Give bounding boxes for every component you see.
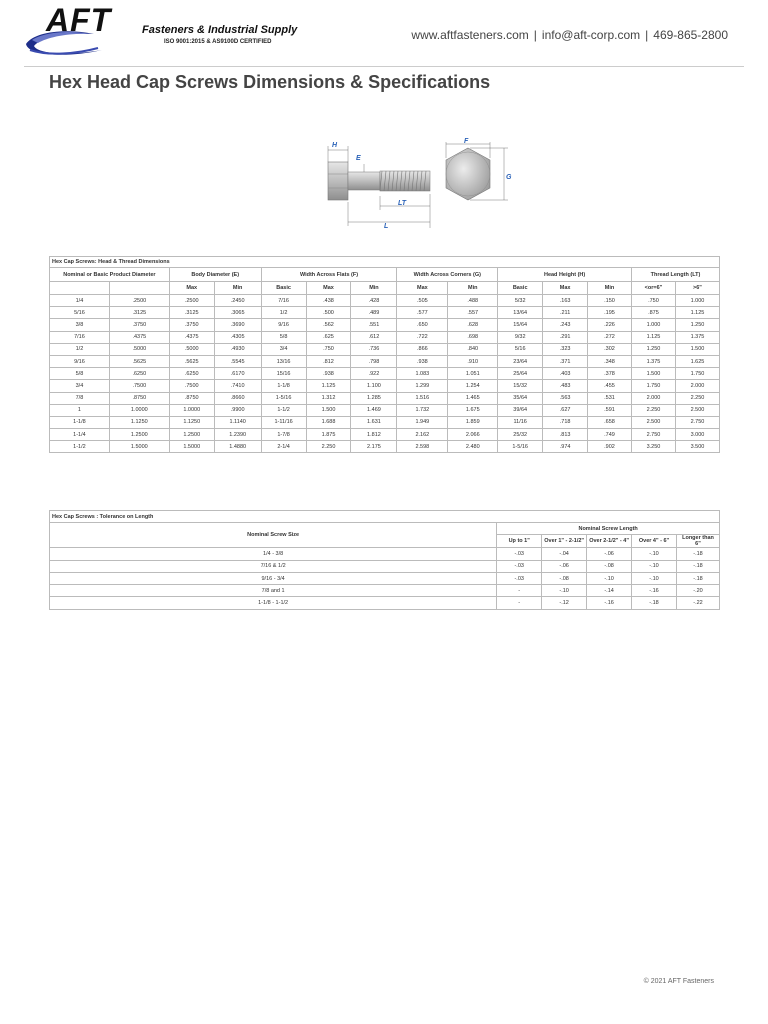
table-cell: -.14 [587, 585, 632, 597]
table-row [50, 307, 720, 319]
table-cell: .500 [306, 307, 351, 319]
subheader-cell: Min [448, 282, 498, 295]
table-cell: .875 [631, 307, 675, 319]
table-cell: .3750 [109, 319, 169, 331]
table-cell: 1-1/8 [50, 416, 110, 428]
table-cell: .4930 [214, 343, 261, 355]
table-cell: 1-1/4 [50, 429, 110, 441]
table-cell: .5625 [109, 355, 169, 367]
table-row [50, 343, 720, 355]
table-cell: .3125 [169, 307, 214, 319]
table-cell: .910 [448, 355, 498, 367]
table-cell: 2.750 [631, 429, 675, 441]
table-cell: 9/16 - 3/4 [50, 572, 497, 584]
table-cell: -.03 [497, 560, 542, 572]
table-cell: .302 [588, 343, 632, 355]
table-cell: .150 [588, 295, 632, 307]
table-cell: 1.1140 [214, 416, 261, 428]
table-cell: .840 [448, 343, 498, 355]
table-cell: 1.750 [675, 368, 719, 380]
table-cell: 7/8 and 1 [50, 585, 497, 597]
table-cell: -.18 [632, 597, 677, 609]
table-cell: .866 [397, 343, 448, 355]
table-cell: 7/8 [50, 392, 110, 404]
table-row [50, 355, 720, 367]
table-cell: 1.750 [631, 380, 675, 392]
subheader-cell: Max [169, 282, 214, 295]
table-cell: .323 [543, 343, 588, 355]
certification-text: ISO 9001:2015 & AS9100D CERTIFIED [164, 39, 272, 45]
table-cell: 1.0000 [109, 404, 169, 416]
table-cell: 1.083 [397, 368, 448, 380]
table-row [50, 572, 720, 584]
table-cell: 1.625 [675, 355, 719, 367]
table-row [50, 331, 720, 343]
table-cell: -.10 [542, 585, 587, 597]
table-cell: -.16 [587, 597, 632, 609]
table-cell: .628 [448, 319, 498, 331]
table-row [50, 429, 720, 441]
table-cell: 1-1/8 - 1-1/2 [50, 597, 497, 609]
col-group-body-diameter: Body Diameter (E) [169, 268, 261, 282]
table-cell: 2-1/4 [261, 441, 306, 453]
dim-label-e: E [356, 155, 361, 162]
table-cell: 2.066 [448, 429, 498, 441]
table-cell: 1.1250 [109, 416, 169, 428]
table-cell: .272 [588, 331, 632, 343]
table-cell: 1.4880 [214, 441, 261, 453]
length-column-header: Over 1" - 2-1/2" [542, 535, 587, 548]
table-cell: 1/2 [261, 307, 306, 319]
table-cell: -.03 [497, 548, 542, 560]
table-cell: .428 [351, 295, 397, 307]
table-cell: 1.500 [675, 343, 719, 355]
table-cell: 1.732 [397, 404, 448, 416]
table-cell: 5/8 [50, 368, 110, 380]
table-cell: 1.254 [448, 380, 498, 392]
subheader-cell: Basic [261, 282, 306, 295]
table-cell: 2.500 [631, 416, 675, 428]
table-cell: .8660 [214, 392, 261, 404]
table-cell: -.20 [676, 585, 719, 597]
table-cell: - [497, 585, 542, 597]
table-cell: 1.375 [631, 355, 675, 367]
table-cell: 1-11/16 [261, 416, 306, 428]
subheader-cell: Max [306, 282, 351, 295]
table-cell: 2.000 [631, 392, 675, 404]
table-cell: 1.2390 [214, 429, 261, 441]
table-cell: .938 [306, 368, 351, 380]
header-divider [24, 66, 744, 67]
table-cell: -.16 [632, 585, 677, 597]
table-cell: 1/2 [50, 343, 110, 355]
table-cell: 9/32 [498, 331, 543, 343]
table-cell: .557 [448, 307, 498, 319]
table-cell: .505 [397, 295, 448, 307]
table-cell: .2450 [214, 295, 261, 307]
table-cell: .371 [543, 355, 588, 367]
subheader-cell: Max [543, 282, 588, 295]
table-cell: .7410 [214, 380, 261, 392]
table-cell: 1.000 [631, 319, 675, 331]
page-title: Hex Head Cap Screws Dimensions & Specifications [49, 72, 491, 92]
col-header-screw-length: Nominal Screw Length [497, 523, 720, 535]
table-row [50, 585, 720, 597]
col-header-screw-size: Nominal Screw Size [50, 523, 497, 548]
table-row [50, 319, 720, 331]
col-group-width-corners: Width Across Corners (G) [397, 268, 498, 282]
table-cell: .6250 [169, 368, 214, 380]
table-cell: 1.675 [448, 404, 498, 416]
table-cell: 13/16 [261, 355, 306, 367]
table-cell: 1.465 [448, 392, 498, 404]
table-cell: -.06 [587, 548, 632, 560]
table-cell: .483 [543, 380, 588, 392]
table-cell: .5000 [169, 343, 214, 355]
table-row [50, 560, 720, 572]
table-cell: 1.1250 [169, 416, 214, 428]
table-cell: 1 [50, 404, 110, 416]
table-cell: .438 [306, 295, 351, 307]
table-cell: 1.5000 [109, 441, 169, 453]
table-cell: 1.312 [306, 392, 351, 404]
table-cell: 15/64 [498, 319, 543, 331]
table-cell: 1-1/8 [261, 380, 306, 392]
table-cell: 3/8 [50, 319, 110, 331]
screw-head-side [328, 162, 348, 200]
length-column-header: Over 2-1/2" - 4" [587, 535, 632, 548]
subheader-cell: Min [588, 282, 632, 295]
table-caption: Hex Cap Screws : Tolerance on Length [50, 511, 720, 523]
table-cell: 1-7/8 [261, 429, 306, 441]
table-cell: .9900 [214, 404, 261, 416]
table-cell: -.10 [632, 560, 677, 572]
table-cell: 1-5/16 [261, 392, 306, 404]
table-cell: .378 [588, 368, 632, 380]
table-cell: 7/16 [261, 295, 306, 307]
table-cell: .8750 [109, 392, 169, 404]
dim-label-g: G [506, 174, 512, 181]
table-cell: .938 [397, 355, 448, 367]
table-cell: 2.480 [448, 441, 498, 453]
table-cell: .627 [543, 404, 588, 416]
subheader-cell: <or=6" [631, 282, 675, 295]
table-cell: 1.2500 [109, 429, 169, 441]
table-cell: .698 [448, 331, 498, 343]
table-cell: 1-5/16 [498, 441, 543, 453]
subheader-cell [50, 282, 110, 295]
table-cell: .3125 [109, 307, 169, 319]
table-cell: 15/32 [498, 380, 543, 392]
table-cell: .736 [351, 343, 397, 355]
table-cell: 35/64 [498, 392, 543, 404]
table-cell: 1.125 [675, 307, 719, 319]
table-cell: .3690 [214, 319, 261, 331]
dim-label-lt: LT [398, 200, 407, 207]
table-row [50, 368, 720, 380]
table-cell: .7500 [169, 380, 214, 392]
table-cell: .625 [306, 331, 351, 343]
table-cell: 2.250 [675, 392, 719, 404]
table-cell: .4305 [214, 331, 261, 343]
table-row [50, 441, 720, 453]
table-cell: 1.859 [448, 416, 498, 428]
table-cell: 3.500 [675, 441, 719, 453]
table-cell: 2.250 [306, 441, 351, 453]
table-cell: .750 [306, 343, 351, 355]
table-cell: 1.125 [306, 380, 351, 392]
table-cell: .243 [543, 319, 588, 331]
table-cell: 2.250 [631, 404, 675, 416]
table-cell: .650 [397, 319, 448, 331]
table-cell: 1.812 [351, 429, 397, 441]
table-cell: .812 [306, 355, 351, 367]
table-cell: 1.949 [397, 416, 448, 428]
table-cell: .2500 [169, 295, 214, 307]
table-row [50, 597, 720, 609]
table-row [50, 404, 720, 416]
table-subheader-row [50, 282, 720, 295]
table-cell: -.18 [676, 560, 719, 572]
screw-head-hex-top [446, 148, 490, 200]
dim-label-f: F [464, 138, 469, 145]
table-cell: - [497, 597, 542, 609]
table-cell: .488 [448, 295, 498, 307]
table-cell: 3/4 [50, 380, 110, 392]
table-cell: .7500 [109, 380, 169, 392]
table-cell: .6250 [109, 368, 169, 380]
table-row [50, 548, 720, 560]
subheader-cell: Basic [498, 282, 543, 295]
company-tagline: Fasteners & Industrial Supply [142, 24, 298, 36]
table-cell: .348 [588, 355, 632, 367]
dim-label-l: L [384, 223, 389, 230]
table-cell: 25/32 [498, 429, 543, 441]
table-cell: .5625 [169, 355, 214, 367]
col-group-thread-length: Thread Length (LT) [631, 268, 719, 282]
table-cell: 1-1/2 [50, 441, 110, 453]
table-cell: 2.598 [397, 441, 448, 453]
email-link[interactable]: info@aft-corp.com [541, 28, 641, 42]
page-header [0, 0, 768, 66]
table-cell: 1.500 [306, 404, 351, 416]
table-cell: 2.162 [397, 429, 448, 441]
table-cell: 1/4 - 3/8 [50, 548, 497, 560]
table-cell: .5000 [109, 343, 169, 355]
table-cell: .750 [631, 295, 675, 307]
table-cell: .163 [543, 295, 588, 307]
table-cell: 5/32 [498, 295, 543, 307]
table-cell: .226 [588, 319, 632, 331]
table-cell: .722 [397, 331, 448, 343]
length-column-header: Longer than 6" [676, 535, 719, 548]
screw-shank [348, 172, 380, 190]
col-group-width-flats: Width Across Flats (F) [261, 268, 397, 282]
subheader-cell: Min [214, 282, 261, 295]
table-cell: 39/64 [498, 404, 543, 416]
contact-info [411, 28, 728, 42]
phone-link[interactable]: 469-865-2800 [653, 28, 728, 42]
table-cell: .2500 [109, 295, 169, 307]
table-cell: .291 [543, 331, 588, 343]
subheader-cell: Min [351, 282, 397, 295]
table-cell: -.18 [676, 572, 719, 584]
col-group-head-height: Head Height (H) [498, 268, 632, 282]
separator: | [645, 28, 649, 42]
table-cell: -.06 [542, 560, 587, 572]
table-cell: 1.125 [631, 331, 675, 343]
length-column-header: Over 4" - 6" [632, 535, 677, 548]
table-cell: .922 [351, 368, 397, 380]
table-cell: 3/4 [261, 343, 306, 355]
table-cell: .531 [588, 392, 632, 404]
table-cell: .211 [543, 307, 588, 319]
table-cell: 1.5000 [169, 441, 214, 453]
table-cell: .4375 [169, 331, 214, 343]
table-cell: 1.299 [397, 380, 448, 392]
logo-wordmark: AFT [46, 2, 112, 38]
table-cell: .195 [588, 307, 632, 319]
website-link[interactable]: www.aftfasteners.com [411, 28, 529, 42]
table-cell: .4375 [109, 331, 169, 343]
table-row [50, 380, 720, 392]
table-cell: .577 [397, 307, 448, 319]
table-cell: 1.500 [631, 368, 675, 380]
table-cell: 1.0000 [169, 404, 214, 416]
table-cell: 7/16 [50, 331, 110, 343]
table-cell: 1.051 [448, 368, 498, 380]
table-cell: 5/16 [498, 343, 543, 355]
table-cell: 1.100 [351, 380, 397, 392]
table-cell: .749 [588, 429, 632, 441]
table-cell: -.10 [632, 548, 677, 560]
table-cell: 1/4 [50, 295, 110, 307]
footer-copyright: © 2021 AFT Fasteners [643, 978, 714, 985]
table-cell: .6170 [214, 368, 261, 380]
table-cell: 1.285 [351, 392, 397, 404]
table-cell: 1.516 [397, 392, 448, 404]
table-cell: 1.250 [631, 343, 675, 355]
table-cell: 1.875 [306, 429, 351, 441]
table-cell: -.12 [542, 597, 587, 609]
table-cell: 1.469 [351, 404, 397, 416]
table-cell: .562 [306, 319, 351, 331]
table-cell: 5/16 [50, 307, 110, 319]
table-cell: .974 [543, 441, 588, 453]
table-cell: -.08 [587, 560, 632, 572]
table-cell: 11/16 [498, 416, 543, 428]
table-cell: -.03 [497, 572, 542, 584]
table-cell: 1.375 [675, 331, 719, 343]
table-cell: -.18 [676, 548, 719, 560]
table-cell: .563 [543, 392, 588, 404]
table-cell: 1.000 [675, 295, 719, 307]
table-cell: 3.250 [631, 441, 675, 453]
table-cell: .612 [351, 331, 397, 343]
col-group-nominal: Nominal or Basic Product Diameter [50, 268, 170, 282]
separator: | [533, 28, 537, 42]
table-cell: 13/64 [498, 307, 543, 319]
table-cell: 1.2500 [169, 429, 214, 441]
table-cell: -.10 [587, 572, 632, 584]
table-cell: .658 [588, 416, 632, 428]
table-cell: 5/8 [261, 331, 306, 343]
table-cell: 15/16 [261, 368, 306, 380]
table-cell: 2.000 [675, 380, 719, 392]
table-cell: 7/16 & 1/2 [50, 560, 497, 572]
head-thread-dimensions-table [49, 256, 720, 453]
table-cell: 23/64 [498, 355, 543, 367]
length-tolerance-table [49, 510, 720, 610]
table-cell: 1-1/2 [261, 404, 306, 416]
table-cell: 1.250 [675, 319, 719, 331]
table-cell: .489 [351, 307, 397, 319]
table-cell: 9/16 [261, 319, 306, 331]
table-cell: 3.000 [675, 429, 719, 441]
table-cell: .8750 [169, 392, 214, 404]
subheader-cell [109, 282, 169, 295]
table-row [50, 416, 720, 428]
table-cell: 2.500 [675, 404, 719, 416]
table-caption: Hex Cap Screws: Head & Thread Dimensions [50, 257, 720, 268]
subheader-cell: Max [397, 282, 448, 295]
table-cell: -.22 [676, 597, 719, 609]
table-cell: .403 [543, 368, 588, 380]
table-cell: .591 [588, 404, 632, 416]
table-cell: .718 [543, 416, 588, 428]
table-cell: 1.688 [306, 416, 351, 428]
table-row [50, 392, 720, 404]
table-cell: .798 [351, 355, 397, 367]
table-cell: 25/64 [498, 368, 543, 380]
table-cell: 9/16 [50, 355, 110, 367]
table-cell: .3065 [214, 307, 261, 319]
table-cell: -.10 [632, 572, 677, 584]
subheader-cell: >6" [675, 282, 719, 295]
dim-label-h: H [332, 142, 338, 149]
table-cell: .5545 [214, 355, 261, 367]
table-cell: 2.750 [675, 416, 719, 428]
table-row [50, 295, 720, 307]
table-cell: .902 [588, 441, 632, 453]
table-cell: .551 [351, 319, 397, 331]
table-cell: .813 [543, 429, 588, 441]
table-cell: .455 [588, 380, 632, 392]
table-cell: .3750 [169, 319, 214, 331]
length-column-header: Up to 1" [497, 535, 542, 548]
table-cell: 2.175 [351, 441, 397, 453]
table-cell: -.04 [542, 548, 587, 560]
table-cell: -.08 [542, 572, 587, 584]
table-cell: 1.631 [351, 416, 397, 428]
hex-cap-screw-diagram [318, 136, 528, 232]
